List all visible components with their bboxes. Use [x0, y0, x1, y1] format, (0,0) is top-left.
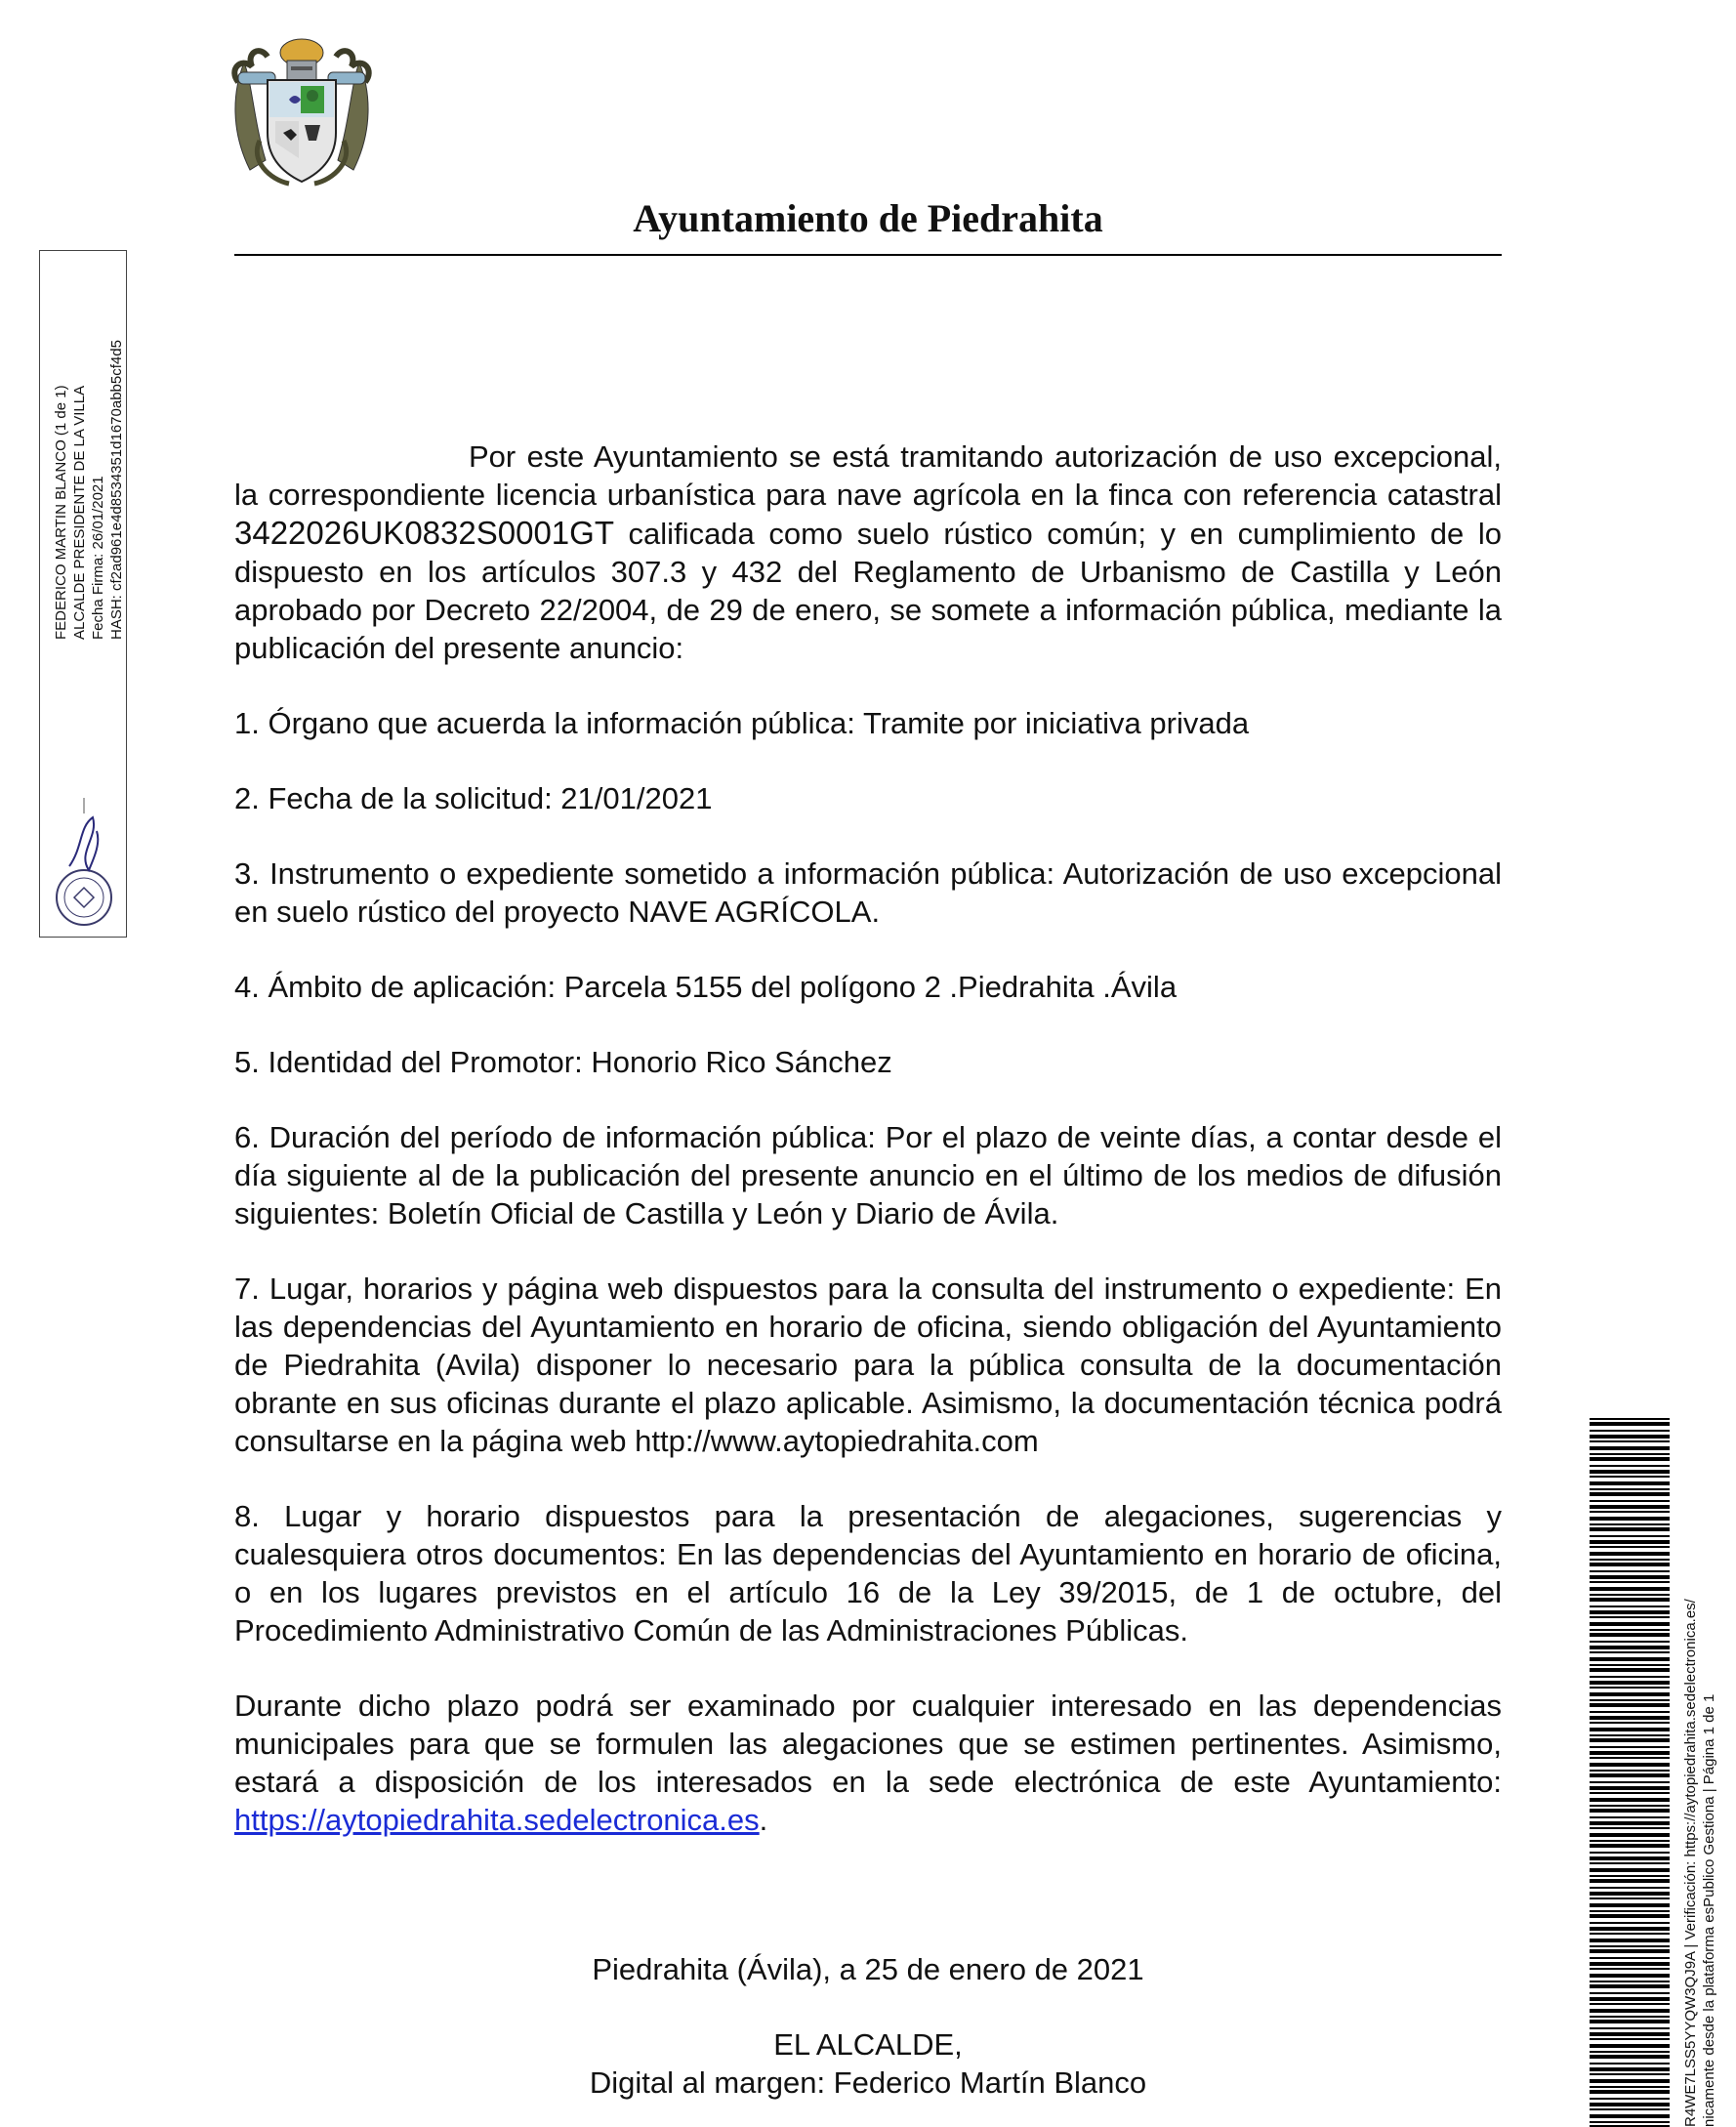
intro-paragraph — [234, 438, 1502, 667]
verification-barcode — [1590, 1418, 1670, 2127]
document-body — [234, 438, 1502, 1876]
signature-date: Fecha Firma: 26/01/2021 — [90, 476, 106, 640]
list-item: 5. Identidad del Promotor: Honorio Rico Sánchez — [234, 1045, 892, 1079]
verification-line-1: R4WE7LSS5YYQW3QJ9A | Verificación: https://aytopiedrahita.sedelectronica.es/ — [1682, 1599, 1699, 2127]
closing-paragraph-text: Durante dicho plazo podrá ser examinado por cualquier interesado en las dependencias municipales para que se formulen las alegaciones que se estimen pertinentes. Asimismo, estará a disposición de los interesados en la sede electrónica de este Ayuntamiento: — [234, 1689, 1502, 1799]
list-item: 4. Ámbito de aplicación: Parcela 5155 del polígono 2 .Piedrahita .Ávila — [234, 970, 1178, 1004]
signer-role: EL ALCALDE, — [773, 2027, 963, 2062]
seal-and-signature-icon — [50, 788, 118, 935]
signature-signer: FEDERICO MARTIN BLANCO (1 de 1) — [53, 385, 69, 640]
header-divider — [234, 254, 1502, 256]
closing-paragraph — [234, 1687, 1502, 1839]
list-item: 8. Lugar y horario dispuestos para la presentación de alegaciones, sugerencias y cualesquiera otros documentos: En las dependencias del Ayuntamiento en horario de oficina, o en los lugares previstos en el artículo 16 de la Ley 39/2015, de 1 de octubre, del Procedimiento Administrativo Común de las Administraciones Públicas. — [234, 1499, 1502, 1647]
signature-stamp-text — [52, 278, 126, 640]
cadastral-reference: 3422026UK0832S0001GT — [234, 515, 614, 551]
verification-line-2: nicamente desde la plataforma esPublico Gestiona | Página 1 de 1 — [1701, 1693, 1717, 2127]
list-item: 3. Instrumento o expediente sometido a información pública: Autorización de uso excepcional en suelo rústico del proyecto NAVE AGRÍCOLA. — [234, 856, 1502, 929]
verification-text — [1681, 1599, 1718, 2127]
list-item: 6. Duración del período de información pública: Por el plazo de veinte días, a contar desde el día siguiente al de la publicación del presente anuncio en el último de los medios de difusión siguientes: Boletín Oficial de Castilla y León y Diario de Ávila. — [234, 1120, 1502, 1230]
intro-text-end: calificada como suelo rústico común; y en cumplimiento de lo dispuesto en los artículos 307.3 y 432 del Reglamento de Urbanismo de Castilla y León aprobado por Decreto 22/2004, de 29 de enero, se somete a información pública, mediante la publicación del presente anuncio: — [234, 517, 1502, 665]
digital-signature-stamp — [39, 250, 127, 938]
closing-period: . — [759, 1803, 768, 1837]
intro-text-start: Por este Ayuntamiento se está tramitando autorización de uso excepcional, la correspondiente licencia urbanística para nave agrícola en la finca con referencia catastral — [234, 439, 1502, 512]
list-item: 1. Órgano que acuerda la información pública: Tramite por iniciativa privada — [234, 706, 1250, 740]
list-item: 7. Lugar, horarios y página web dispuestos para la consulta del instrumento o expediente: En las dependencias del Ayuntamiento en horario de oficina, siendo obligación del Ayuntamiento de Piedrahita (Avila) disponer lo necesario para la pública consulta de la documentación obrante en sus oficinas durante el plazo aplicable. Asimismo, la documentación técnica podrá consultarse en la página web http://www.aytopiedrahita.com — [234, 1272, 1502, 1458]
signature-role: ALCALDE PRESIDENTE DE LA VILLA — [71, 385, 88, 640]
list-item: 2. Fecha de la solicitud: 21/01/2021 — [234, 781, 713, 815]
signer-name: Digital al margen: Federico Martín Blanco — [589, 2065, 1147, 2100]
sede-electronica-link[interactable]: https://aytopiedrahita.sedelectronica.es — [234, 1803, 760, 1837]
page-title: Ayuntamiento de Piedrahita — [633, 196, 1103, 240]
place-and-date: Piedrahita (Ávila), a 25 de enero de 2021 — [592, 1952, 1144, 1986]
signature-hash: HASH: cf2ad961e4d8534351d1670abb5cf4d5 — [108, 340, 125, 640]
coat-of-arms-logo — [230, 23, 373, 189]
